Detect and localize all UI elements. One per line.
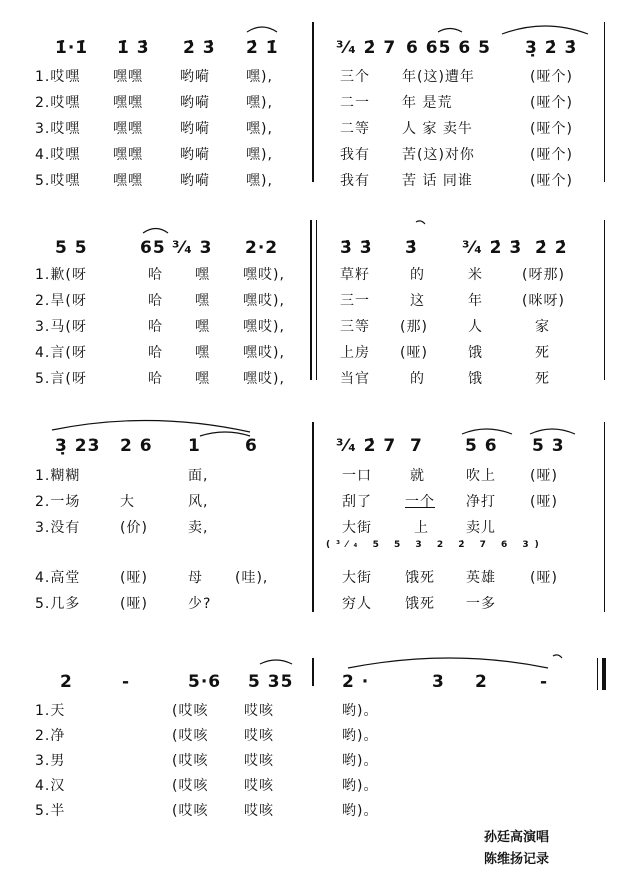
lyric-syllable: 死 — [535, 345, 550, 361]
lyric-syllable: 哎咳 — [244, 803, 274, 819]
lyric-syllable: 饿 — [468, 345, 483, 361]
lyric-syllable: 哈 — [148, 319, 163, 335]
lyric-syllable: 饿死 — [405, 570, 435, 586]
lyric-syllable: 嘿 — [195, 319, 210, 335]
lyric-syllable: 母 — [188, 570, 203, 586]
lyric-syllable: 饿死 — [405, 596, 435, 612]
note-group: 65 — [140, 238, 166, 258]
lyric-syllable: 2.净 — [35, 728, 66, 744]
lyric-syllable: 3.男 — [35, 753, 66, 769]
slur-3a — [52, 420, 250, 432]
slur-4b — [348, 658, 548, 668]
lyric-syllable: 饿 — [468, 371, 483, 387]
lyric-syllable: 嘿嘿 — [113, 69, 143, 85]
lyric-syllable: 哟嗬 — [180, 121, 210, 137]
lyric-syllable: 2.一场 — [35, 494, 81, 510]
lyric-syllable: 5.言(呀 — [35, 371, 87, 387]
lyric-syllable: 嘿哎), — [243, 371, 285, 387]
note-group: 2̇ 1̇ — [246, 38, 279, 58]
lyric-syllable: 大 — [120, 494, 135, 510]
slur-3b — [200, 432, 250, 436]
lyric-syllable: 我有 — [340, 173, 370, 189]
lyric-syllable: 二一 — [340, 95, 370, 111]
lyric-syllable: 一多 — [466, 596, 496, 612]
note-group: 3̇ 3̇ — [340, 238, 373, 258]
note-group: 3 — [432, 672, 445, 692]
lyric-syllable: 1.哎嘿 — [35, 69, 81, 85]
barline — [604, 422, 605, 612]
lyric-syllable: 1.歉(呀 — [35, 267, 87, 283]
note-group: ³⁄₄ 2̇ 7 — [336, 38, 397, 58]
lyric-syllable: 二等 — [340, 121, 370, 137]
slur-3c — [462, 429, 512, 434]
note-group: 3̣ 23 — [55, 436, 101, 456]
note-group: - — [122, 672, 131, 692]
lyric-syllable: 嘿哎), — [243, 345, 285, 361]
lyric-syllable: 嘿), — [246, 173, 273, 189]
lyric-syllable: 哟)。 — [342, 803, 379, 819]
lyric-syllable: 净打 — [466, 494, 496, 510]
lyric-syllable: (哎咳 — [172, 753, 209, 769]
note-group: 2 — [60, 672, 73, 692]
note-group: ³⁄₄ 3 — [172, 238, 213, 258]
lyric-syllable: 就 — [410, 468, 425, 484]
lyric-syllable: 苦(这)对你 — [402, 147, 475, 163]
lyric-syllable: 吹上 — [466, 468, 496, 484]
lyric-syllable: 三等 — [340, 319, 370, 335]
lyric-syllable: (哑个) — [530, 69, 573, 85]
lyric-syllable: (哎咳 — [172, 703, 209, 719]
lyric-syllable: 哈 — [148, 293, 163, 309]
lyric-syllable: (咪呀) — [522, 293, 565, 309]
recorder-credit: 陈维扬记录 — [484, 852, 550, 867]
note-group: 2·2 — [245, 238, 279, 258]
slur-1c — [502, 26, 588, 34]
lyric-syllable: 嘿), — [246, 121, 273, 137]
note-group: 1 — [188, 436, 201, 456]
note-group: 5 3 — [532, 436, 565, 456]
barline — [604, 220, 605, 380]
slur-3d — [530, 429, 575, 434]
note-group: 1̇·1̇ — [55, 38, 89, 58]
lyric-syllable: 嘿), — [246, 95, 273, 111]
slur-2a — [143, 229, 168, 234]
lyric-syllable: (那) — [400, 319, 428, 335]
lyric-syllable: (哑) — [530, 570, 558, 586]
barline — [312, 658, 314, 686]
lyric-syllable: 当官 — [340, 371, 370, 387]
lyric-syllable: 4.汉 — [35, 778, 66, 794]
lyric-syllable: 1.糊糊 — [35, 468, 81, 484]
lyric-syllable: 上 — [414, 520, 429, 536]
lyric-syllable: (价) — [120, 520, 148, 536]
barline — [604, 22, 605, 182]
lyric-syllable: 嘿哎), — [243, 267, 285, 283]
note-group: 7 — [410, 436, 423, 456]
lyric-syllable: 卖, — [188, 520, 209, 536]
lyric-syllable: 5.几多 — [35, 596, 81, 612]
lyric-syllable: 哈 — [148, 345, 163, 361]
lyric-syllable: 大街 — [342, 570, 372, 586]
note-group: 5·6 — [188, 672, 222, 692]
lyric-syllable: (哑个) — [530, 95, 573, 111]
lyric-syllable: 嘿 — [195, 267, 210, 283]
slur-1b — [438, 29, 462, 33]
lyric-syllable: (哑) — [400, 345, 428, 361]
lyric-syllable: 3.没有 — [35, 520, 81, 536]
note-group: 5 6 — [465, 436, 498, 456]
note-group: 6 65 6 5 — [406, 38, 491, 58]
note-group: 5 35 — [248, 672, 294, 692]
lyric-syllable: 哟)。 — [342, 703, 379, 719]
lyric-syllable: (呀那) — [522, 267, 565, 283]
lyric-syllable: (哑个) — [530, 173, 573, 189]
barline — [312, 422, 314, 612]
singer-credit: 孙廷高演唱 — [484, 830, 550, 845]
lyric-syllable: 米 — [468, 267, 483, 283]
note-group: ³⁄₄ 2̇ 3̇ — [462, 238, 523, 258]
note-group: 2 — [475, 672, 488, 692]
note-group: 2 6 — [120, 436, 153, 456]
lyric-syllable: 嘿哎), — [243, 293, 285, 309]
lyric-syllable: 嘿), — [246, 69, 273, 85]
lyric-syllable: 这 — [410, 293, 425, 309]
lyric-syllable: 哎咳 — [244, 753, 274, 769]
note-group: ³⁄₄ 2̇ 7 — [336, 436, 397, 456]
lyric-syllable: (哎咳 — [172, 778, 209, 794]
lyric-syllable: 卖儿 — [466, 520, 496, 536]
lyric-syllable: 3.马(呀 — [35, 319, 87, 335]
lyric-syllable: 草籽 — [340, 267, 370, 283]
lyric-syllable: (哇), — [235, 570, 269, 586]
lyric-syllable: 年 是荒 — [402, 95, 453, 111]
lyric-syllable: 嘿 — [195, 371, 210, 387]
lyric-syllable: 大街 — [342, 520, 372, 536]
lyric-syllable: 哟)。 — [342, 728, 379, 744]
lyric-syllable: 4.哎嘿 — [35, 147, 81, 163]
lyric-syllable: (哎咳 — [172, 803, 209, 819]
lyric-syllable: 2.哎嘿 — [35, 95, 81, 111]
lyric-syllable: 嘿), — [246, 147, 273, 163]
lyric-syllable: 我有 — [340, 147, 370, 163]
slur-4a — [260, 660, 292, 664]
lyric-syllable: 面, — [188, 468, 209, 484]
lyric-syllable: 人 家 卖牛 — [402, 121, 473, 137]
repeat-barline — [310, 220, 312, 380]
lyric-syllable: (哑个) — [530, 121, 573, 137]
lyric-syllable: 哎咳 — [244, 778, 274, 794]
note-group: - — [540, 672, 549, 692]
lyric-syllable: 5.半 — [35, 803, 66, 819]
lyric-syllable: 死 — [535, 371, 550, 387]
lyric-syllable: 4.言(呀 — [35, 345, 87, 361]
lyric-syllable: (哑) — [120, 570, 148, 586]
final-barline — [597, 658, 598, 690]
cue-notes: (³⁄₄ 5 5 3 2 2̇ 7 6 3) — [326, 540, 545, 550]
lyric-syllable: 哈 — [148, 267, 163, 283]
lyric-syllable: 三个 — [340, 69, 370, 85]
lyric-syllable: 家 — [535, 319, 550, 335]
lyric-syllable: 刮了 — [342, 494, 372, 510]
lyric-syllable: 3.哎嘿 — [35, 121, 81, 137]
lyric-syllable: (哎咳 — [172, 728, 209, 744]
note-group: 2̇ 3̇ — [183, 38, 216, 58]
lyric-syllable: 苦 话 同谁 — [402, 173, 473, 189]
lyric-syllable: 嘿 — [195, 345, 210, 361]
lyric-syllable: 2.旱(呀 — [35, 293, 87, 309]
lyric-syllable: 嘿嘿 — [113, 147, 143, 163]
lyric-syllable: 少? — [188, 596, 212, 612]
lyric-syllable: 人 — [468, 319, 483, 335]
lyric-syllable: (哑) — [120, 596, 148, 612]
lyric-syllable: 哟嗬 — [180, 147, 210, 163]
lyric-syllable: (哑) — [530, 494, 558, 510]
lyric-syllable: (哑) — [530, 468, 558, 484]
lyric-syllable: 嘿嘿 — [113, 95, 143, 111]
lyric-syllable: 哟)。 — [342, 778, 379, 794]
lyric-syllable: 穷人 — [342, 596, 372, 612]
lyric-syllable: 1.天 — [35, 703, 66, 719]
lyric-syllable: 4.高堂 — [35, 570, 81, 586]
lyric-syllable: 嘿嘿 — [113, 173, 143, 189]
lyric-syllable: 三一 — [340, 293, 370, 309]
lyric-syllable: 哈 — [148, 371, 163, 387]
lyric-syllable: 5.哎嘿 — [35, 173, 81, 189]
lyric-syllable: 哎咳 — [244, 703, 274, 719]
lyric-syllable: 的 — [410, 267, 425, 283]
final-barline — [602, 658, 606, 690]
lyric-syllable: 嘿哎), — [243, 319, 285, 335]
note-group: 1̇ 3̇ — [117, 38, 150, 58]
note-group: 2 · — [342, 672, 370, 692]
lyric-syllable: 哟嗬 — [180, 95, 210, 111]
note-group: 3̣ 2̇ 3̇ — [525, 38, 578, 58]
lyric-syllable: 英雄 — [466, 570, 496, 586]
note-group: 5 5 — [55, 238, 88, 258]
lyric-syllable: 风, — [188, 494, 209, 510]
lyric-syllable: 哟嗬 — [180, 173, 210, 189]
repeat-barline — [316, 220, 317, 380]
barline — [312, 22, 314, 182]
note-group: 6 — [245, 436, 258, 456]
lyric-syllable: (哑个) — [530, 147, 573, 163]
lyric-syllable: 的 — [410, 371, 425, 387]
lyric-syllable: 年 — [468, 293, 483, 309]
slur-1a — [247, 27, 277, 32]
lyric-syllable: 嘿 — [195, 293, 210, 309]
lyric-syllable: 一口 — [342, 468, 372, 484]
lyric-syllable: 哟嗬 — [180, 69, 210, 85]
lyric-syllable: 哟)。 — [342, 753, 379, 769]
lyric-syllable: 年(这)遭年 — [402, 69, 475, 85]
lyric-syllable: 哎咳 — [244, 728, 274, 744]
lyric-syllable: 一个 — [405, 494, 435, 510]
note-group: 3̇ — [405, 238, 418, 258]
lyric-syllable: 上房 — [340, 345, 370, 361]
lyric-syllable: 嘿嘿 — [113, 121, 143, 137]
note-group: 2̇ 2̇ — [535, 238, 568, 258]
